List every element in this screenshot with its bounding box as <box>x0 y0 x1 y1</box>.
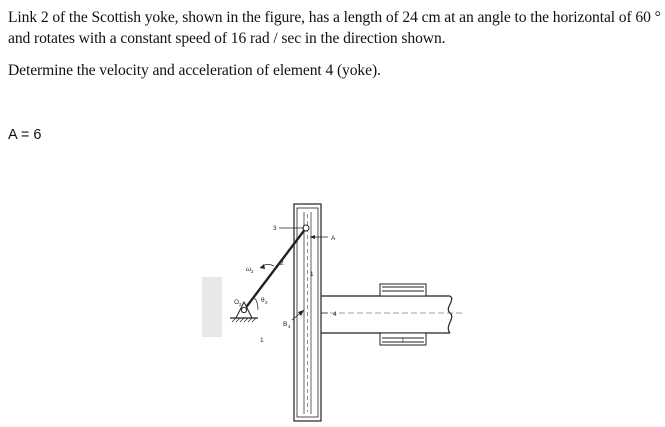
label-link-2: 2 <box>280 260 284 267</box>
parameter-value: A = 6 <box>8 127 42 143</box>
guide-bushings <box>380 284 426 345</box>
label-theta: θ <box>261 297 265 304</box>
left-ground-shadow <box>202 277 222 337</box>
label-point-b-sub: 4 <box>288 324 291 329</box>
label-link-3: 3 <box>273 225 277 232</box>
problem-question: Determine the velocity and acceleration of element 4 (yoke). <box>8 62 381 79</box>
label-theta-sub: 2 <box>265 300 268 305</box>
yoke-rod <box>321 296 452 333</box>
label-pivot-sub: 2 <box>239 302 242 307</box>
problem-text <box>8 7 664 81</box>
label-pivot: O <box>234 299 240 306</box>
scotch-yoke-figure <box>200 192 490 427</box>
label-omega: ω <box>246 266 252 273</box>
label-ground-right: 1 <box>401 337 405 344</box>
label-point-a: A <box>331 235 336 242</box>
label-link-4: 4 <box>333 311 337 318</box>
label-ground-left: 1 <box>260 337 264 344</box>
point-b4-arrowhead <box>298 310 304 316</box>
problem-statement: Link 2 of the Scottish yoke, shown in the figure, has a length of 24 cm at an angle to the horizontal of 60 ° and rotates with a constant speed of 16 rad / sec in the direction shown. <box>8 9 661 47</box>
label-slot: 1 <box>310 271 314 278</box>
label-omega-sub: 2 <box>251 269 254 274</box>
mechanism-diagram <box>200 192 490 427</box>
label-point-b: B <box>283 321 288 328</box>
